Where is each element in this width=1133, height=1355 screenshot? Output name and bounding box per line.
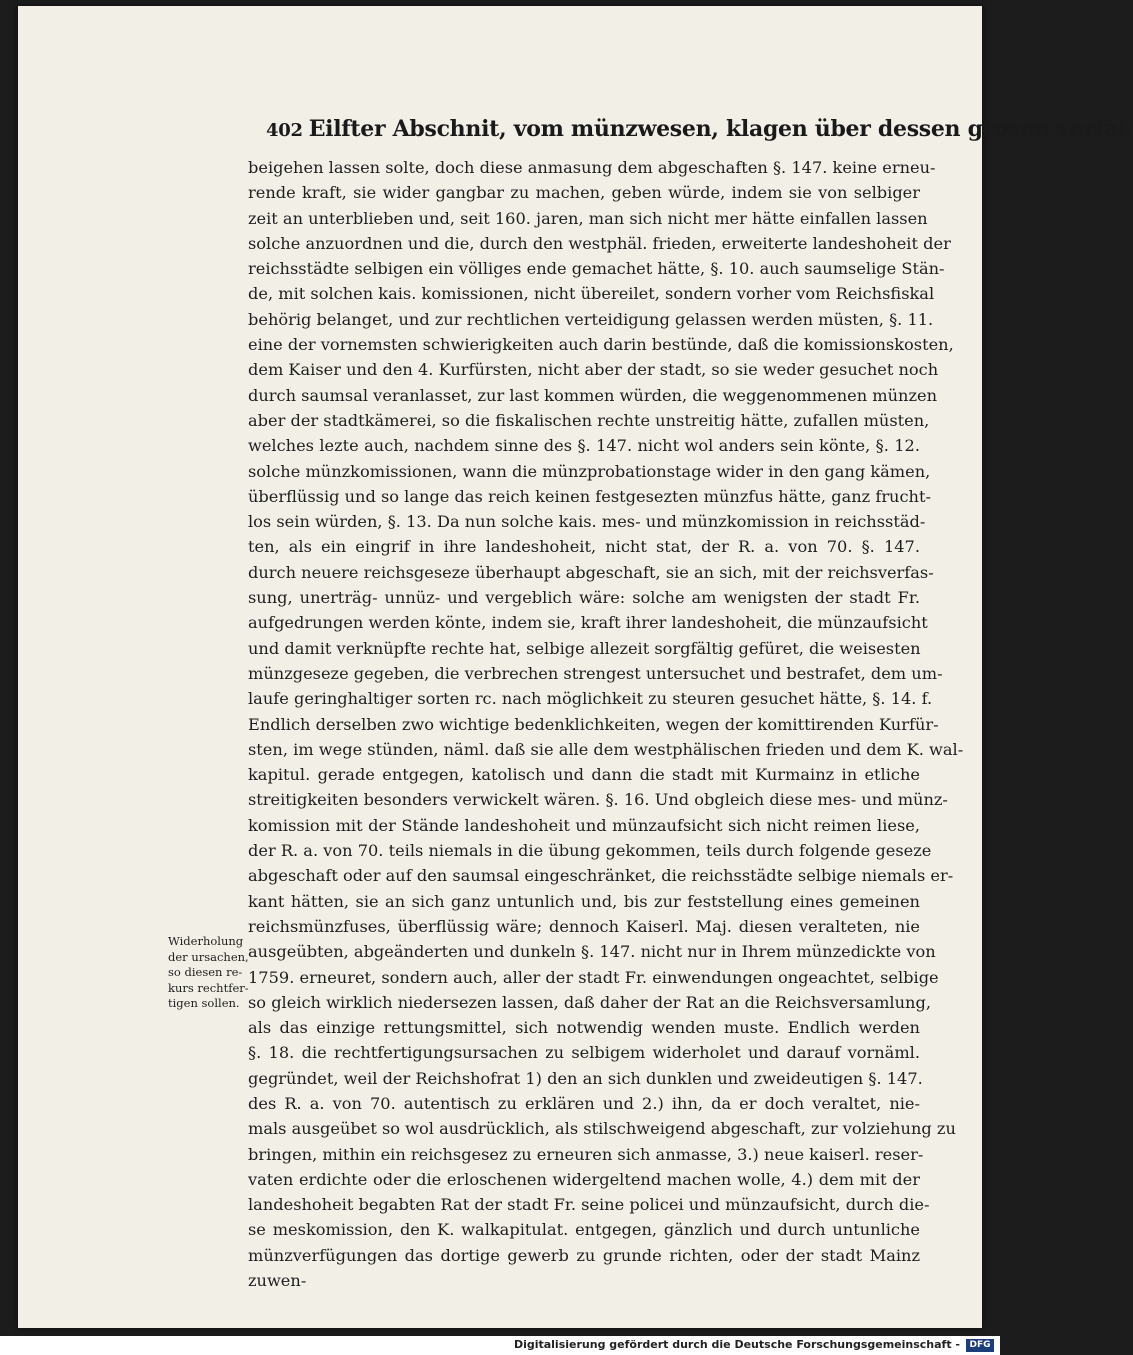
text-line: sten, im wege stünden, näml. daß sie alle dem westphälischen frieden und dem K. wal- [248, 739, 964, 759]
text-line: ausgeübten, abgeänderten und dunkeln §. 147. nicht nur in Ihrem münzedickte von [248, 942, 936, 962]
text-line: landeshoheit begabten Rat der stadt Fr. seine policei und münzaufsicht, durch die- [248, 1195, 930, 1215]
text-line: solche münzkomissionen, wann die münzprobationstage wider in den gang kämen, [248, 461, 931, 481]
margin-note-line: der ursachen, [168, 949, 249, 964]
running-head-title: Eilfter Abschnit, vom münzwesen, klagen über dessen grosen verfal, [308, 116, 1133, 142]
text-line: Endlich derselben zwo wichtige bedenklichkeiten, wegen der komittirenden Kurfür- [248, 714, 939, 734]
margin-note-line: kurs rechtfer- [168, 980, 249, 995]
text-line: mals ausgeübet so wol ausdrücklich, als stilschweigend abgeschaft, zur volziehung zu [248, 1119, 956, 1139]
text-line: überflüssig und so lange das reich keinen festgesezten münzfus hätte, ganz frucht- [248, 486, 931, 506]
text-line: rende kraft, sie wider gangbar zu machen, geben würde, indem sie von selbiger [248, 183, 920, 203]
page-number: 402 [266, 120, 303, 141]
text-line: reichsmünzfuses, überflüssig wäre; dennoch Kaiserl. Maj. diesen veralteten, nie [248, 916, 920, 936]
text-line: abgeschaft oder auf den saumsal eingeschränket, die reichsstädte selbige niemals er- [248, 866, 954, 886]
text-line: aber der stadtkämerei, so die fiskalischen rechte unstreitig hätte, zufallen müsten, [248, 410, 930, 430]
text-line: eine der vornemsten schwierigkeiten auch darin bestünde, daß die komissionskosten, [248, 335, 954, 355]
text-line: kant hätten, sie an sich ganz untunlich und, bis zur feststellung eines gemeinen [248, 891, 920, 911]
text-line: als das einzige rettungsmittel, sich notwendig wenden muste. Endlich werden [248, 1018, 920, 1038]
text-line: so gleich wirklich niedersezen lassen, daß daher der Rat an die Reichsversamlung, [248, 992, 931, 1012]
text-line: bringen, mithin ein reichsgesez zu erneuren sich anmasse, 3.) neue kaiserl. reser- [248, 1144, 924, 1164]
text-line: welches lezte auch, nachdem sinne des §. 147. nicht wol anders sein könte, §. 12. [248, 436, 920, 456]
text-line: kapitul. gerade entgegen, katolisch und dann die stadt mit Kurmainz in etliche [248, 765, 920, 785]
text-line: reichsstädte selbigen ein völliges ende gemachet hätte, §. 10. auch saumselige Stän- [248, 259, 945, 279]
text-line: los sein würden, §. 13. Da nun solche kais. mes- und münzkomission in reichsstäd- [248, 512, 926, 532]
text-line: durch neuere reichsgeseze überhaupt abgeschaft, sie an sich, mit der reichsverfas- [248, 562, 934, 582]
text-line: streitigkeiten besonders verwickelt wären. §. 16. Und obgleich diese mes- und münz- [248, 790, 948, 810]
text-line: durch saumsal veranlasset, zur last kommen würden, die weggenommenen münzen [248, 385, 938, 405]
text-line: sung, unerträg- unnüz- und vergeblich wäre: solche am wenigsten der stadt Fr. [248, 588, 920, 608]
margin-note [168, 934, 250, 1012]
text-line: beigehen lassen solte, doch diese anmasung dem abgeschaften §. 147. keine erneu- [248, 158, 936, 177]
funding-notice: Digitalisierung gefördert durch die Deutsche Forschungsgemeinschaft - [513, 1338, 960, 1351]
text-line: ten, als ein eingrif in ihre landeshoheit, nicht stat, der R. a. von 70. §. 147. [248, 537, 920, 557]
text-line: dem Kaiser und den 4. Kurfürsten, nicht aber der stadt, so sie weder gesuchet noch [248, 360, 939, 380]
text-line: de, mit solchen kais. komissionen, nicht übereilet, sondern vorher vom Reichsfiskal [248, 284, 935, 304]
running-header [266, 116, 1133, 142]
text-line: laufe geringhaltiger sorten rc. nach möglichkeit zu steuren gesuchet hätte, §. 14. f. [248, 689, 933, 709]
text-line: münzverfügungen das dortige gewerb zu grunde richten, oder der stadt Mainz [248, 1245, 920, 1265]
footer-bar [0, 1336, 1000, 1355]
text-line: zeit an unterblieben und, seit 160. jaren, man sich nicht mer hätte einfallen lassen [248, 208, 928, 228]
text-line: se meskomission, den K. walkapitulat. entgegen, gänzlich und durch untunliche [248, 1220, 920, 1240]
dfg-logo: DFG [966, 1339, 994, 1352]
text-line: solche anzuordnen und die, durch den westphäl. frieden, erweiterte landeshoheit der [248, 233, 951, 253]
margin-note-line: so diesen re- [168, 965, 243, 979]
catchword: zuwen- [248, 1271, 307, 1291]
text-line: vaten erdichte oder die erloschenen widergeltend machen wolle, 4.) dem mit der [248, 1169, 920, 1189]
text-line: komission mit der Stände landeshoheit und münzaufsicht sich nicht reimen liese, [248, 815, 920, 835]
text-line: aufgedrungen werden könte, indem sie, kraft ihrer landeshoheit, die münzaufsicht [248, 613, 928, 633]
text-line: und damit verknüpfte rechte hat, selbige allezeit sorgfältig gefüret, die weisesten [248, 638, 921, 658]
margin-note-line: Widerholung [168, 934, 244, 948]
text-line: 1759. erneuret, sondern auch, aller der stadt Fr. einwendungen ongeachtet, selbige [248, 967, 939, 987]
margin-note-line: tigen sollen. [168, 996, 240, 1010]
text-line: des R. a. von 70. autentisch zu erklären und 2.) ihn, da er doch veraltet, nie- [248, 1093, 920, 1113]
text-line: gegründet, weil der Reichshofrat 1) den an sich dunklen und zweideutigen §. 147. [248, 1068, 923, 1088]
text-line: münzgeseze gegeben, die verbrechen strengest untersuchet und bestrafet, dem um- [248, 663, 943, 683]
text-line: §. 18. die rechtfertigungsursachen zu selbigem widerholet und darauf vornäml. [248, 1043, 920, 1063]
body-text [248, 155, 964, 1293]
text-line: behörig belanget, und zur rechtlichen verteidigung gelassen werden müsten, §. 11. [248, 309, 934, 329]
text-line: der R. a. von 70. teils niemals in die übung gekommen, teils durch folgende geseze [248, 841, 932, 861]
